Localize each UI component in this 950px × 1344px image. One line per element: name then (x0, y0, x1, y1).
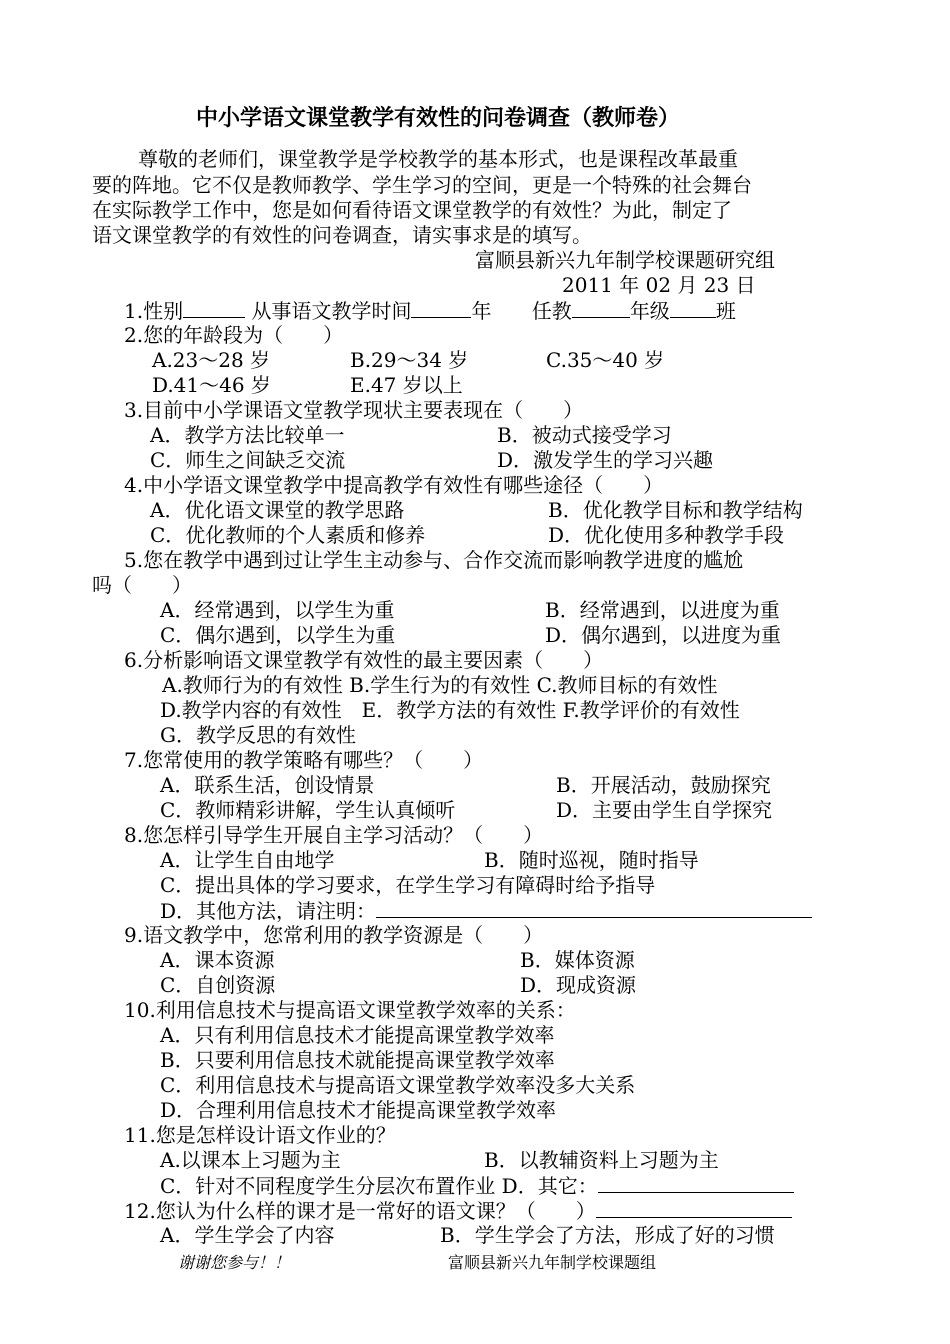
q1-years-label: 从事语文教学时间 (251, 299, 412, 323)
footer-thanks: 谢谢您参与！！ (178, 1253, 291, 1272)
q1-grade-unit: 年级 (629, 299, 670, 323)
q5-option-a[interactable]: A．经常遇到，以学生为重 (160, 598, 395, 622)
q11-option-b[interactable]: B．以教辅资料上习题为主 (484, 1148, 719, 1172)
q9-option-c[interactable]: C．自创资源 (160, 973, 276, 997)
q2-option-c[interactable]: C.35～40 岁 (546, 348, 665, 372)
q2-option-a[interactable]: A.23～28 岁 (152, 348, 271, 372)
q6-options-line-1[interactable]: A.教师行为的有效性 B.学生行为的有效性 C.教师目标的有效性 (162, 673, 718, 697)
q10-option-a[interactable]: A．只有利用信息技术才能提高课堂教学效率 (160, 1023, 555, 1047)
q7-option-c[interactable]: C．教师精彩讲解，学生认真倾听 (160, 798, 456, 822)
q8-option-d-label[interactable]: D．其他方法，请注明： (160, 899, 377, 923)
footer-organization: 富顺县新兴九年制学校课题组 (448, 1253, 657, 1272)
question-12-stem (124, 1197, 792, 1224)
q9-option-a[interactable]: A．课本资源 (160, 948, 275, 972)
q1-class-unit: 班 (715, 299, 736, 323)
intro-line: 尊敬的老师们，课堂教学是学校教学的基本形式，也是课程改革最重 (138, 147, 738, 171)
q3-option-d[interactable]: D．激发学生的学习兴趣 (497, 448, 714, 472)
question-5-stem: 5.您在教学中遇到过让学生主动参与、合作交流而影响教学进度的尴尬 (124, 548, 744, 572)
question-12-stem-text: 12.您认为什么样的课才是一常好的语文课？（ ） (124, 1199, 596, 1223)
q4-option-a[interactable]: A．优化语文课堂的教学思路 (150, 498, 405, 522)
q4-option-d[interactable]: D．优化使用多种教学手段 (548, 523, 785, 547)
q9-option-d[interactable]: D．现成资源 (520, 973, 637, 997)
years-blank[interactable] (411, 297, 471, 318)
q3-option-c[interactable]: C．师生之间缺乏交流 (150, 448, 346, 472)
q3-option-b[interactable]: B．被动式接受学习 (497, 423, 672, 447)
q11-option-cd (160, 1172, 794, 1199)
q8-other-blank[interactable] (376, 897, 812, 918)
q11-option-cd-label[interactable]: C．针对不同程度学生分层次布置作业 D．其它： (160, 1174, 598, 1198)
q2-option-d[interactable]: D.41～46 岁 (152, 373, 271, 397)
q9-option-b[interactable]: B．媒体资源 (520, 948, 635, 972)
q11-option-a[interactable]: A.以课本上习题为主 (160, 1148, 341, 1172)
question-10-stem: 10.利用信息技术与提高语文课堂教学效率的关系： (124, 998, 576, 1022)
q7-option-d[interactable]: D．主要由学生自学探究 (556, 798, 773, 822)
grade-blank[interactable] (572, 297, 630, 318)
q2-option-e[interactable]: E.47 岁以上 (350, 373, 463, 397)
q5-option-d[interactable]: D．偶尔遇到，以进度为重 (545, 623, 782, 647)
question-11-stem: 11.您是怎样设计语文作业的？ (124, 1123, 396, 1147)
gender-blank[interactable] (183, 297, 245, 318)
q4-option-b[interactable]: B．优化教学目标和教学结构 (548, 498, 803, 522)
q1-years-unit: 年 (471, 299, 492, 323)
q12-option-a[interactable]: A．学生学会了内容 (160, 1223, 335, 1247)
q5-option-c[interactable]: C．偶尔遇到，以学生为重 (160, 623, 396, 647)
question-5-stem-cont: 吗（ ） (92, 573, 192, 597)
question-3-stem: 3.目前中小学课语文堂教学现状主要表现在（ ） (124, 398, 584, 422)
q4-option-c[interactable]: C．优化教师的个人素质和修养 (150, 523, 426, 547)
organization: 富顺县新兴九年制学校课题研究组 (475, 248, 775, 272)
question-8-stem: 8.您怎样引导学生开展自主学习活动？（ ） (124, 823, 544, 847)
q6-option-g[interactable]: G．教学反思的有效性 (160, 723, 356, 747)
q10-option-b[interactable]: B．只要利用信息技术就能提高课堂教学效率 (160, 1048, 555, 1072)
intro-line: 要的阵地。它不仅是教师教学、学生学习的空间，更是一个特殊的社会舞台 (92, 173, 752, 197)
class-blank[interactable] (670, 297, 716, 318)
question-7-stem: 7.您常使用的教学策略有哪些？（ ） (124, 748, 484, 772)
question-4-stem: 4.中小学语文课堂教学中提高教学有效性有哪些途径（ ） (124, 473, 664, 497)
q11-other-blank[interactable] (598, 1172, 794, 1193)
q12-option-b[interactable]: B．学生学会了方法，形成了好的习惯 (440, 1223, 775, 1247)
q2-option-b[interactable]: B.29～34 岁 (350, 348, 469, 372)
intro-line: 语文课堂教学的有效性的问卷调查，请实事求是的填写。 (92, 223, 592, 247)
q8-option-b[interactable]: B．随时巡视，随时指导 (484, 848, 699, 872)
q8-option-a[interactable]: A．让学生自由地学 (160, 848, 335, 872)
question-6-stem: 6.分析影响语文课堂教学有效性的最主要因素（ ） (124, 648, 604, 672)
question-1 (124, 297, 736, 324)
q8-option-d (160, 897, 812, 924)
intro-line: 在实际教学工作中，您是如何看待语文课堂教学的有效性？为此，制定了 (92, 198, 732, 222)
question-2-stem: 2.您的年龄段为（ ） (124, 323, 344, 347)
q10-option-d[interactable]: D．合理利用信息技术才能提高课堂教学效率 (160, 1098, 557, 1122)
q7-option-a[interactable]: A．联系生活，创设情景 (160, 773, 375, 797)
q1-teach-label: 任教 (531, 299, 572, 323)
q8-option-c[interactable]: C．提出具体的学习要求，在学生学习有障碍时给予指导 (160, 873, 656, 897)
q10-option-c[interactable]: C．利用信息技术与提高语文课堂教学效率没多大关系 (160, 1073, 636, 1097)
q1-gender-label: 1.性别 (124, 299, 184, 323)
question-9-stem: 9.语文教学中，您常利用的教学资源是（ ） (124, 923, 544, 947)
page-title: 中小学语文课堂教学有效性的问卷调查（教师卷） (196, 106, 681, 131)
q6-options-line-2[interactable]: D.教学内容的有效性 E．教学方法的有效性 F.教学评价的有效性 (160, 698, 740, 722)
q5-option-b[interactable]: B．经常遇到，以进度为重 (545, 598, 780, 622)
q12-line (596, 1197, 792, 1218)
q7-option-b[interactable]: B．开展活动，鼓励探究 (556, 773, 771, 797)
date: 2011 年 02 月 23 日 (562, 273, 756, 297)
q3-option-a[interactable]: A．教学方法比较单一 (150, 423, 345, 447)
